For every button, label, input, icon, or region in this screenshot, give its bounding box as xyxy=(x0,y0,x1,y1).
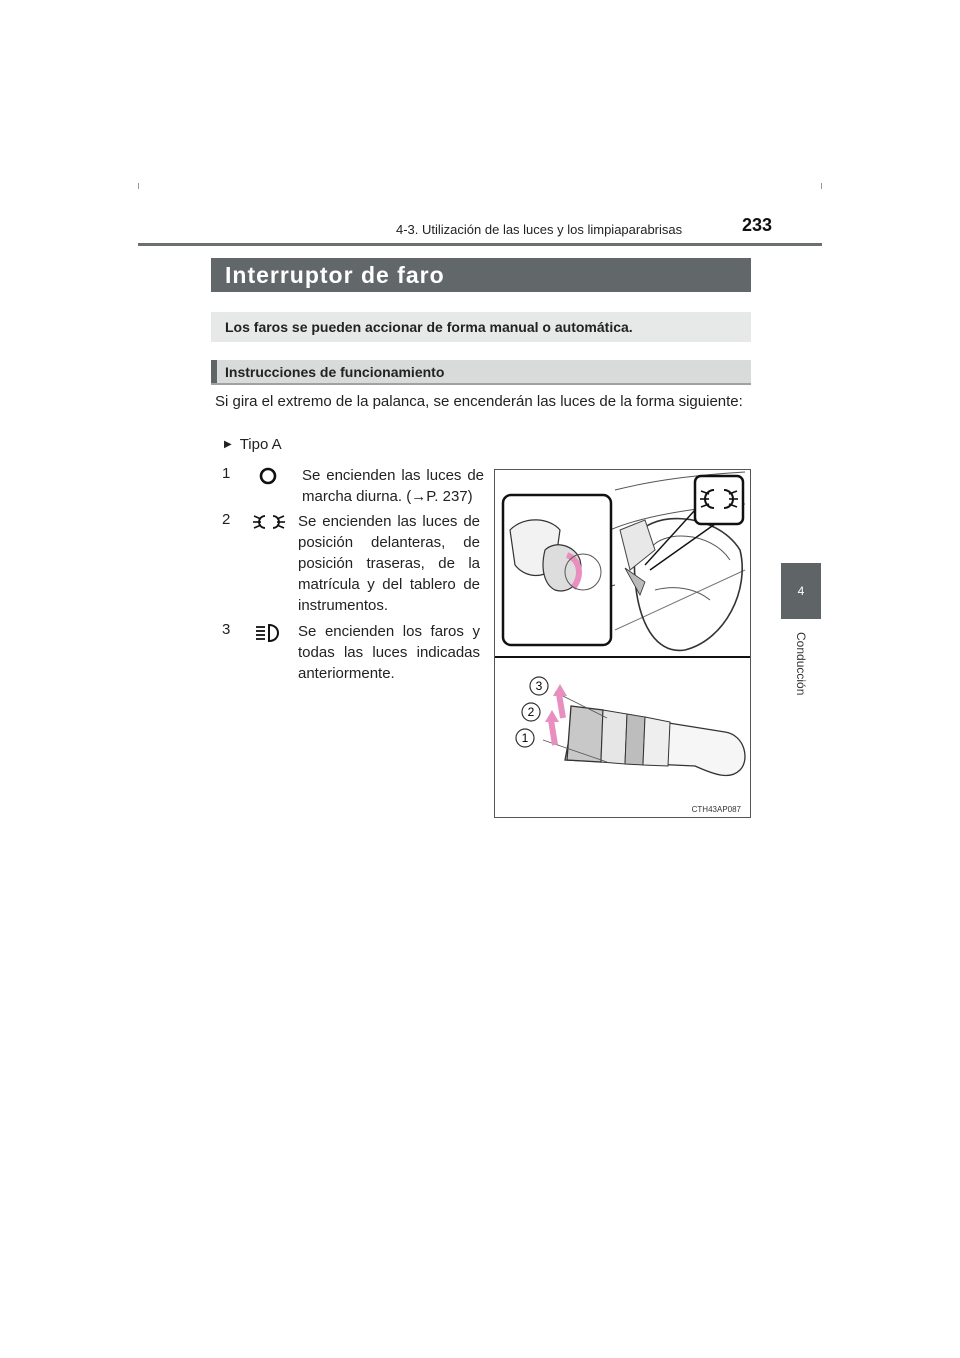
headlight-switch-figure xyxy=(494,469,751,818)
type-label: Tipo A xyxy=(239,436,282,453)
item-text: Se encienden las luces de marcha diurna. (→P. 237) xyxy=(302,467,484,505)
chapter-label: Conducción xyxy=(794,632,808,696)
item-text: Se encienden las luces de posición delanteras, de posición traseras, de la matrícula y del tablero de instrumentos. xyxy=(298,513,480,614)
body-paragraph: Si gira el extremo de la palanca, se encenderán las luces de la forma siguiente: xyxy=(215,393,743,410)
figure-illustration xyxy=(495,470,750,817)
intro-box: Los faros se pueden accionar de forma manual o automática. xyxy=(211,312,751,342)
type-label-row xyxy=(224,436,282,453)
list-item xyxy=(222,465,484,507)
daytime-running-light-icon xyxy=(256,466,286,507)
page-number: 233 xyxy=(742,215,773,235)
callout-1: 1 xyxy=(521,731,529,745)
item-number: 3 xyxy=(222,621,231,638)
callout-2: 2 xyxy=(527,705,535,719)
list-item xyxy=(222,511,480,616)
header-rule xyxy=(138,243,822,246)
list-item xyxy=(222,621,480,684)
chapter-number: 4 xyxy=(797,584,805,598)
subsection-title: Instrucciones de funcionamiento xyxy=(225,363,445,380)
callout-3: 3 xyxy=(535,679,543,693)
item-text: Se encienden los faros y todas las luces indicadas anteriormente. xyxy=(298,623,480,682)
item-number: 1 xyxy=(222,465,231,482)
chapter-tab[interactable] xyxy=(781,563,821,619)
crop-mark xyxy=(138,183,139,189)
figure-code: CTH43AP087 xyxy=(691,805,741,814)
crop-mark xyxy=(821,183,822,189)
headlight-icon xyxy=(252,622,286,684)
triangle-bullet-icon: ▶ xyxy=(224,439,232,450)
position-light-icon xyxy=(252,512,286,616)
item-number: 2 xyxy=(222,511,231,528)
subsection-heading xyxy=(211,360,751,385)
page-title: Interruptor de faro xyxy=(211,258,751,292)
section-header: 4-3. Utilización de las luces y los limpiaparabrisas xyxy=(396,222,683,237)
